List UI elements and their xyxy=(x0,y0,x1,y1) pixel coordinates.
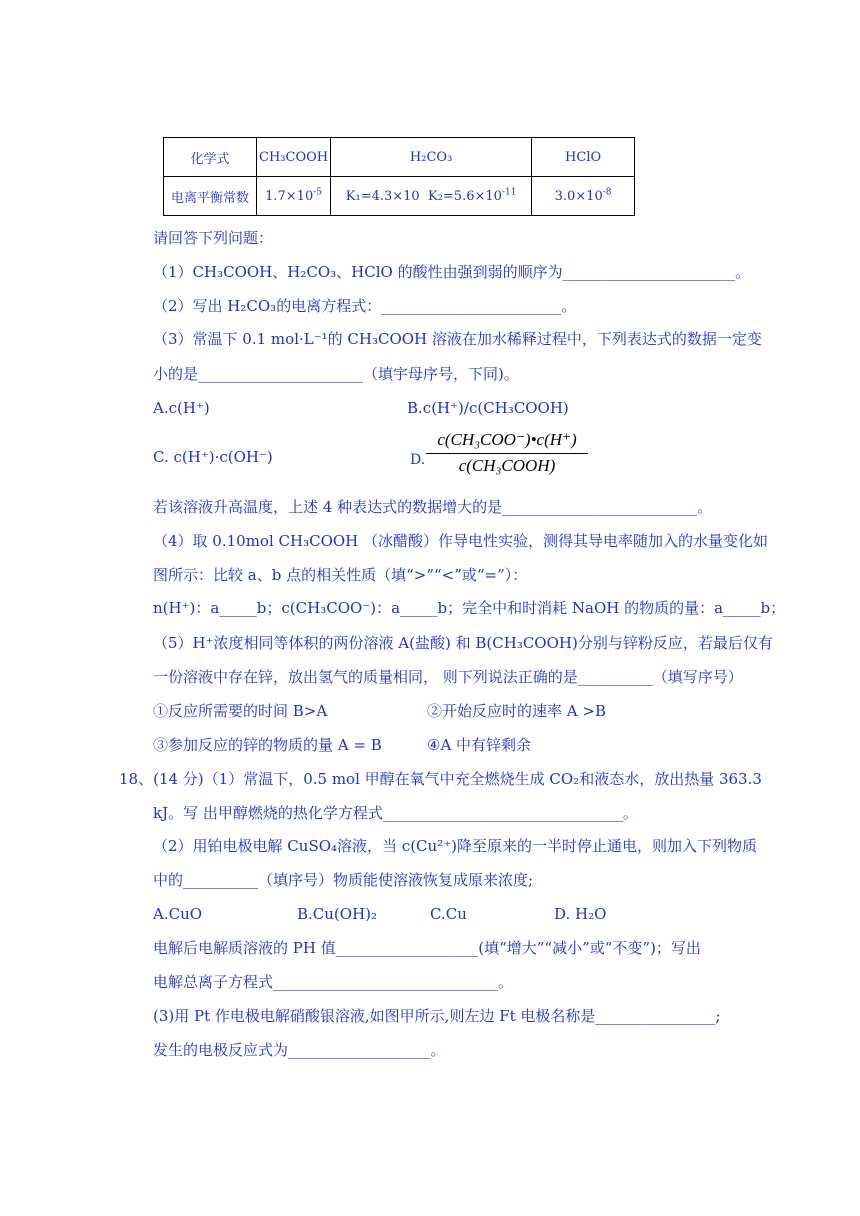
hclo-constant: 3.0×10 xyxy=(554,188,603,204)
question-3-line-1: （3）常温下 0.1 mol·L⁻¹的 CH₃COOH 溶液在加水稀释过程中，下列表达式的数据一定变 xyxy=(153,330,762,348)
question-4-line-2: 图所示：比较 a、b 点的相关性质（填“>”“<”或“=”）： xyxy=(153,566,528,584)
ch3cooh-exponent: -5 xyxy=(313,187,322,198)
ionization-constants-table xyxy=(163,137,635,216)
table-row xyxy=(164,177,635,216)
h2co3-constant-cell xyxy=(331,177,532,216)
question-4-line-1: （4）取 0.10mol CH₃COOH （冰醋酸）作导电性实验，测得其导电率随加入的水量变化如 xyxy=(153,532,769,550)
question-18-2-option-a: A.CuO xyxy=(153,905,203,923)
question-18-line-2: kJ。写 出甲醇燃烧的热化学方程式________________________________。 xyxy=(153,804,638,822)
question-3-option-c: C. c(H⁺)·c(OH⁻) xyxy=(153,448,273,466)
intro-text: 请回答下列问题： xyxy=(153,229,274,247)
question-5-option-4: ④A 中有锌剩余 xyxy=(427,736,532,754)
fraction-numerator: c(CH₃COO⁻)•c(H⁺) xyxy=(426,430,588,454)
question-18-2-option-d: D. H₂O xyxy=(554,905,607,923)
question-18-3-line-2: 发生的电极反应式为___________________。 xyxy=(153,1041,446,1059)
question-2: （2）写出 H₂CO₃的电离方程式：________________________。 xyxy=(153,297,577,315)
question-4-line-3: n(H⁺)：a_____b；c(CH₃COO⁻)：a_____b；完全中和时消耗 NaOH 的物质的量：a_____b； xyxy=(153,599,786,617)
question-1: （1）CH₃COOH、H₂CO₃、HClO 的酸性由强到弱的顺序为_______________________。 xyxy=(153,263,751,281)
table-header-cell: H₂CO₃ xyxy=(331,138,532,177)
question-18-2-line-4: 电解总离子方程式______________________________。 xyxy=(153,973,514,991)
table-header-cell: HClO xyxy=(532,138,635,177)
question-3-option-a: A.c(H⁺) xyxy=(153,399,210,417)
table-row-label: 电离平衡常数 xyxy=(164,177,257,216)
question-18-3-line-1: (3)用 Pt 作电极电解硝酸银溶液,如图甲所示,则左边 Ft 电极名称是________________; xyxy=(153,1007,721,1025)
table-header-row xyxy=(164,138,635,177)
question-3-option-d-fraction xyxy=(426,430,588,476)
question-3-line-2: 小的是______________________（填宇母序号，下同)。 xyxy=(153,365,519,383)
question-5-option-2: ②开始反应时的速率 A >B xyxy=(427,702,606,720)
question-18-2-line-3: 电解后电解质溶液的 PH 值___________________(填“增大”“减小”或“不变”)；写出 xyxy=(153,939,701,957)
question-18-line-1: 18、(14 分)（1）常温下，0.5 mol 甲醇在氧气中充全燃烧生成 CO₂和液态水，放出热量 363.3 xyxy=(119,770,762,788)
table-header-cell: 化学式 xyxy=(164,138,257,177)
h2co3-k2-exponent: -11 xyxy=(501,187,517,198)
question-5-option-1: ①反应所需要的时间 B>A xyxy=(153,702,328,720)
question-18-2-line-2: 中的__________（填序号）物质能使溶液恢复成原来浓度; xyxy=(153,871,534,889)
hclo-constant-cell xyxy=(532,177,635,216)
hclo-exponent: -8 xyxy=(602,187,612,198)
table-header-cell: CH₃COOH xyxy=(257,138,331,177)
question-5-line-2: 一份溶液中存在锌，放出氢气的质量相同， 则下列说法正确的是__________（填写序号） xyxy=(153,668,743,686)
question-5-option-3: ③参加反应的锌的物质的量 A = B xyxy=(153,736,382,754)
question-3-option-b: B.c(H⁺)/c(CH₃COOH) xyxy=(407,399,569,417)
question-18-2-line-1: （2）用铂电极电解 CuSO₄溶液，当 c(Cu²⁺)降至原来的一半时停止通电，则加入下列物质 xyxy=(153,837,757,855)
fraction-denominator: c(CH₃COOH) xyxy=(458,456,556,475)
h2co3-k2: K₂=5.6×10 xyxy=(427,188,502,204)
question-18-2-option-b: B.Cu(OH)₂ xyxy=(297,905,378,923)
question-5-line-1: （5）H⁺浓度相同等体积的两份溶液 A(盐酸) 和 B(CH₃COOH)分别与锌粉反应，若最后仅有 xyxy=(153,634,773,652)
question-3-temperature: 若该溶液升高温度，上述 4 种表达式的数据增大的是__________________________。 xyxy=(153,498,713,516)
question-3-option-d-label: D. xyxy=(410,452,426,468)
h2co3-k1: K₁=4.3×10 xyxy=(345,188,420,204)
question-18-2-option-c: C.Cu xyxy=(430,905,467,923)
ch3cooh-constant-cell xyxy=(257,177,331,216)
ch3cooh-constant: 1.7×10 xyxy=(265,188,314,204)
